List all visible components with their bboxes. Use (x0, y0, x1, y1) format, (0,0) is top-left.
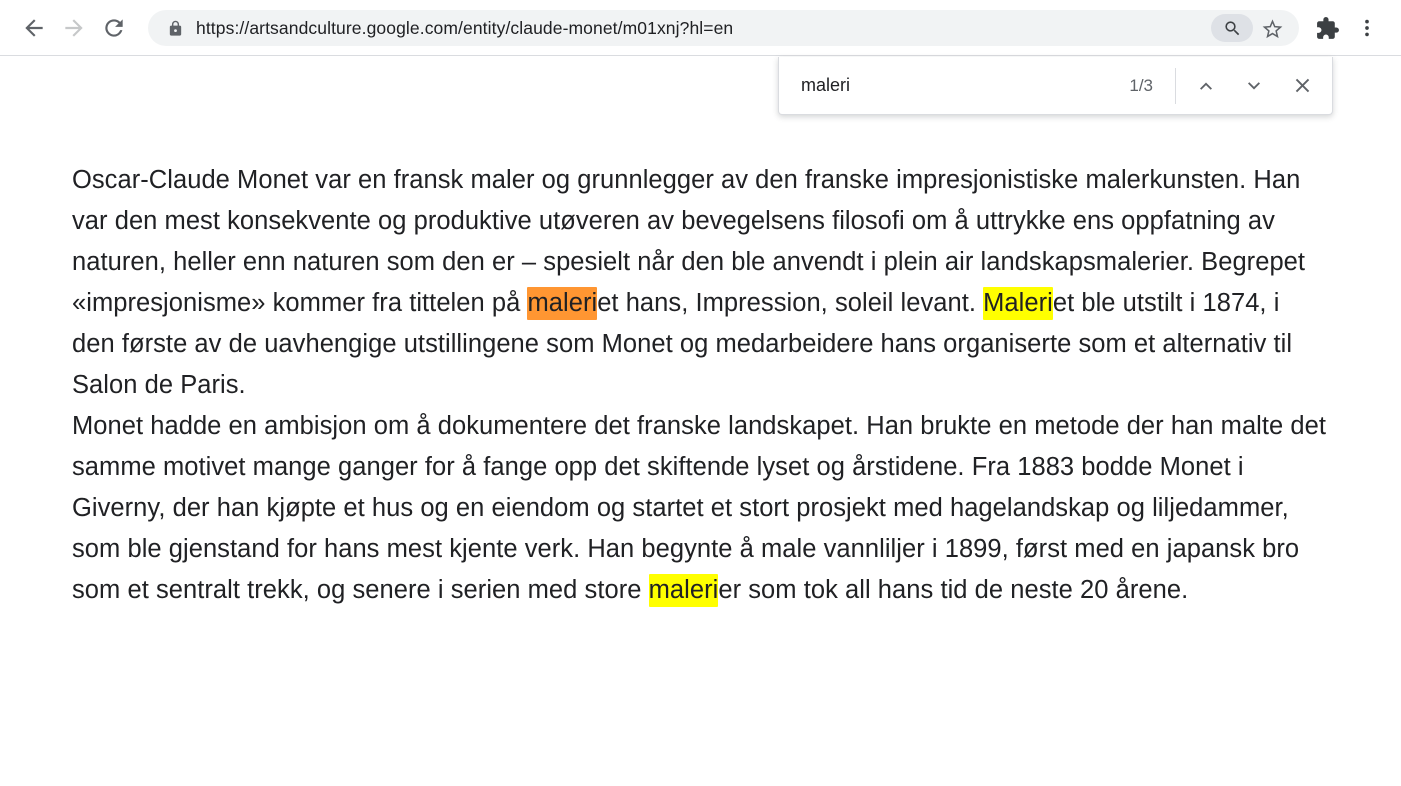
close-x-icon (1291, 74, 1314, 97)
paragraph-biography (72, 160, 1329, 406)
chevron-down-icon (1242, 74, 1266, 98)
back-button[interactable] (14, 8, 54, 48)
browser-toolbar (0, 0, 1401, 56)
browser-menu-button[interactable] (1347, 8, 1387, 48)
reload-icon (101, 15, 127, 41)
extensions-puzzle-icon (1315, 16, 1340, 41)
paragraph2-part2: er som tok all hans tid de neste 20 årene. (718, 576, 1189, 604)
find-next-button[interactable] (1230, 64, 1278, 108)
paragraph1-part3: et ble utstilt i 1874, i den første av de uavhengige utstillingene som Monet og medarbeidere hans organiserte som et alternativ til Salon de Paris. (72, 289, 1293, 399)
extensions-button[interactable] (1307, 8, 1347, 48)
find-bar (778, 57, 1333, 115)
address-bar[interactable] (148, 10, 1299, 46)
find-divider (1175, 68, 1176, 104)
paragraph2-part1: Monet hadde en ambisjon om å dokumentere det franske landskapet. Han brukte en metode der han malte det samme motivet mange ganger for å fange opp det skiftende lyset og årstidene. Fra 1883 bodde Monet i Giverny, der han kjøpte et hus og en eiendom og startet et stort prosjekt med hagelandskap og liljedammer, som ble gjenstand for hans mest kjente verk. Han begynte å male vannliljer i 1899, først med en japansk bro som et sentralt trekk, og senere i serien med store (72, 412, 1327, 604)
find-previous-button[interactable] (1182, 64, 1230, 108)
paragraph1-part1: Oscar-Claude Monet var en fransk maler og grunnlegger av den franske impresjonistiske malerkunsten. Han var den mest konsekvente og produktive utøveren av bevegelsens filosofi om å uttrykke ens oppfatning av naturen, heller enn naturen som den er – spesielt når den ble anvendt i plein air landskapsmalerier. Begrepet «impresjonisme» kommer fra tittelen på (72, 166, 1306, 317)
find-match: maleri (649, 574, 719, 607)
find-close-button[interactable] (1278, 64, 1326, 108)
find-match: Maleri (983, 287, 1053, 320)
three-dots-vertical-icon (1356, 17, 1378, 39)
paragraph-career (72, 406, 1329, 611)
chevron-up-icon (1194, 74, 1218, 98)
url-text: https://artsandculture.google.com/entity/claude-monet/m01xnj?hl=en (196, 17, 734, 38)
find-input[interactable] (801, 75, 1119, 96)
bookmark-star-icon[interactable] (1255, 11, 1289, 45)
find-match-active: maleri (527, 287, 597, 320)
search-page-icon[interactable] (1211, 14, 1253, 42)
arrow-left-icon (21, 15, 47, 41)
reload-button[interactable] (94, 8, 134, 48)
arrow-right-icon (61, 15, 87, 41)
lock-icon (164, 17, 186, 39)
page-content (0, 56, 1401, 611)
paragraph1-part2: et hans, Impression, soleil levant. (597, 289, 984, 317)
article-body (72, 160, 1329, 611)
forward-button[interactable] (54, 8, 94, 48)
find-match-count: 1/3 (1129, 75, 1153, 95)
omnibox-actions (1211, 11, 1289, 45)
